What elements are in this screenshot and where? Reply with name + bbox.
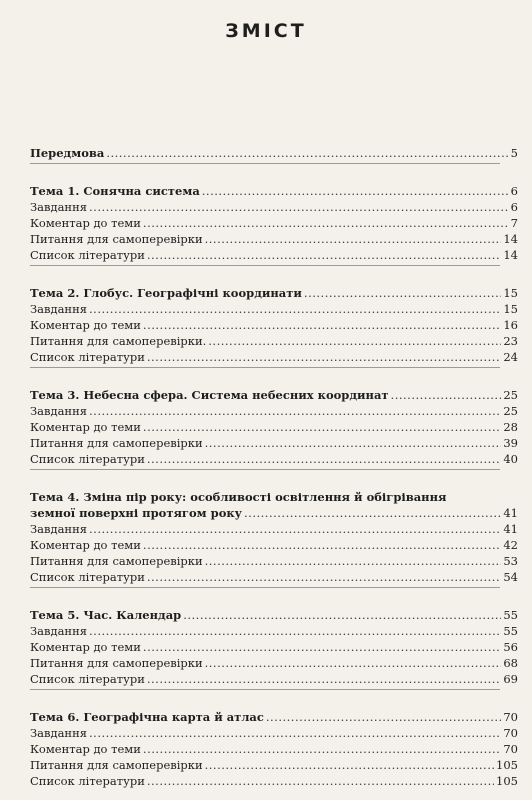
toc-entry-page: 23 — [503, 334, 518, 348]
toc-entry[interactable] — [30, 725, 518, 741]
toc-entry-intro[interactable] — [30, 145, 518, 161]
leader-dots — [202, 183, 509, 199]
toc-entry-page: 105 — [496, 774, 518, 788]
toc-entry-label: Тема 1. Сонячна система — [30, 184, 200, 198]
toc-entry[interactable] — [30, 317, 518, 333]
toc-entry-page: 24 — [503, 350, 518, 364]
toc-entry[interactable] — [30, 231, 518, 247]
toc-entry-label: Коментар до теми — [30, 318, 141, 332]
section-gap — [30, 475, 518, 489]
section-gap — [30, 593, 518, 607]
toc-entry-page: 56 — [503, 640, 518, 654]
toc-entry-page: 40 — [503, 452, 518, 466]
leader-dots — [147, 569, 501, 585]
toc-entry-page: 15 — [503, 286, 518, 300]
leader-dots — [147, 451, 501, 467]
toc-entry-page: 41 — [503, 506, 518, 520]
leader-dots — [266, 709, 501, 725]
toc-entry-label: Список літератури — [30, 774, 145, 788]
toc-entry-label: Завдання — [30, 200, 88, 214]
toc-entry-label: Питання для самоперевірки — [30, 758, 203, 772]
toc-entry-label: Тема 3. Небесна сфера. Система небесних координат — [30, 388, 389, 402]
leader-dots — [106, 145, 508, 161]
leader-dots — [183, 607, 501, 623]
toc-entry-label: Тема 5. Час. Календар — [30, 608, 182, 622]
toc-entry[interactable] — [30, 451, 518, 467]
leader-dots — [89, 521, 501, 537]
toc-entry-page: 70 — [503, 710, 518, 724]
toc-entry-page: 105 — [496, 758, 518, 772]
toc-entry-page: 6 — [510, 200, 518, 214]
toc-section-heading-line: Тема 4. Зміна пір року: особливості освітлення й обігрівання — [30, 490, 447, 504]
section-gap — [30, 695, 518, 709]
section-gap — [30, 169, 518, 183]
toc-entry[interactable] — [30, 741, 518, 757]
toc-entry-page: 6 — [510, 184, 518, 198]
toc-entry-page: 41 — [503, 522, 518, 536]
toc-section-heading[interactable] — [30, 709, 518, 725]
toc-entry[interactable] — [30, 623, 518, 639]
toc-entry[interactable] — [30, 349, 518, 365]
toc-entry-page: 54 — [503, 570, 518, 584]
toc-entry[interactable] — [30, 757, 518, 773]
leader-dots — [143, 639, 501, 655]
toc-entry-label: Питання для самоперевірки — [30, 656, 203, 670]
leader-dots — [205, 231, 502, 247]
toc-entry-page: 68 — [503, 656, 518, 670]
toc-entry-label: Питання для самоперевірки. — [30, 334, 207, 348]
toc-entry-label: Тема 2. Глобус. Географічні координати — [30, 286, 302, 300]
leader-dots — [391, 387, 502, 403]
toc-entry-label: Питання для самоперевірки — [30, 436, 203, 450]
toc-entry-label: Список літератури — [30, 248, 145, 262]
toc-entry[interactable] — [30, 419, 518, 435]
leader-dots — [89, 301, 501, 317]
leader-dots — [89, 725, 501, 741]
toc-entry[interactable] — [30, 247, 518, 263]
toc-entry[interactable] — [30, 403, 518, 419]
toc-section-heading[interactable] — [30, 387, 518, 403]
toc-entry-label: земної поверхні протягом року — [30, 506, 243, 520]
toc-entry-page: 25 — [503, 388, 518, 402]
toc-entry[interactable] — [30, 333, 518, 349]
toc-entry-page: 25 — [503, 404, 518, 418]
toc-entry-page: 15 — [503, 302, 518, 316]
toc-entry-label: Питання для самоперевірки — [30, 554, 203, 568]
toc-entry-page: 14 — [503, 232, 518, 246]
toc-entry-page: 55 — [503, 624, 518, 638]
leader-dots — [89, 403, 501, 419]
toc-entry[interactable] — [30, 773, 518, 789]
toc-entry[interactable] — [30, 521, 518, 537]
leader-dots — [89, 199, 509, 215]
leader-dots — [244, 505, 501, 521]
toc-entry-label: Передмова — [30, 146, 105, 160]
leader-dots — [143, 215, 509, 231]
toc-entry-page: 55 — [503, 608, 518, 622]
toc-entry-page: 16 — [503, 318, 518, 332]
toc-entry-page: 69 — [503, 672, 518, 686]
toc-entry[interactable] — [30, 199, 518, 215]
toc-entry-label: Тема 6. Географічна карта й атлас — [30, 710, 264, 724]
toc-entry-page: 70 — [503, 726, 518, 740]
toc-section-heading[interactable] — [30, 183, 518, 199]
toc-entry[interactable] — [30, 301, 518, 317]
toc-entry-label: Список літератури — [30, 570, 145, 584]
toc-entry-page: 42 — [503, 538, 518, 552]
leader-dots — [205, 435, 502, 451]
toc-entry-label: Коментар до теми — [30, 742, 141, 756]
leader-dots — [304, 285, 501, 301]
leader-dots — [147, 773, 494, 789]
leader-dots — [205, 553, 502, 569]
leader-dots — [143, 419, 501, 435]
leader-dots — [143, 317, 501, 333]
toc-entry-label: Список літератури — [30, 350, 145, 364]
toc-entry-page: 39 — [503, 436, 518, 450]
leader-dots — [143, 537, 501, 553]
toc-entry-page: 7 — [510, 216, 518, 230]
leader-dots — [89, 623, 501, 639]
toc-entry-label: Завдання — [30, 522, 88, 536]
table-of-contents — [30, 145, 518, 789]
toc-entry[interactable] — [30, 435, 518, 451]
toc-entry-page: 28 — [503, 420, 518, 434]
toc-section-heading[interactable] — [30, 285, 518, 301]
leader-dots — [205, 655, 502, 671]
toc-entry[interactable] — [30, 215, 518, 231]
toc-entry-label: Список літератури — [30, 452, 145, 466]
toc-entry-page: 5 — [510, 146, 518, 160]
toc-entry-label: Коментар до теми — [30, 420, 141, 434]
toc-entry-label: Питання для самоперевірки — [30, 232, 203, 246]
leader-dots — [143, 741, 501, 757]
toc-entry-page: 14 — [503, 248, 518, 262]
leader-dots — [205, 757, 494, 773]
leader-dots — [147, 349, 501, 365]
toc-entry-label: Завдання — [30, 404, 88, 418]
toc-entry[interactable] — [30, 655, 518, 671]
toc-entry-label: Коментар до теми — [30, 216, 141, 230]
toc-entry-label: Завдання — [30, 302, 88, 316]
leader-dots — [208, 333, 501, 349]
toc-entry-label: Завдання — [30, 726, 88, 740]
toc-section-heading[interactable] — [30, 607, 518, 623]
toc-entry-label: Коментар до теми — [30, 640, 141, 654]
toc-entry-page: 53 — [503, 554, 518, 568]
toc-entry[interactable] — [30, 639, 518, 655]
toc-section-heading[interactable] — [30, 505, 518, 521]
toc-entry[interactable] — [30, 537, 518, 553]
leader-dots — [147, 671, 501, 687]
toc-entry-label: Завдання — [30, 624, 88, 638]
leader-dots — [147, 247, 501, 263]
page-title: ЗМІСТ — [225, 20, 307, 42]
section-gap — [30, 373, 518, 387]
section-gap — [30, 271, 518, 285]
toc-entry-label: Коментар до теми — [30, 538, 141, 552]
toc-entry-page: 70 — [503, 742, 518, 756]
toc-entry-label: Список літератури — [30, 672, 145, 686]
toc-entry[interactable] — [30, 569, 518, 585]
toc-entry[interactable] — [30, 671, 518, 687]
toc-entry[interactable] — [30, 553, 518, 569]
